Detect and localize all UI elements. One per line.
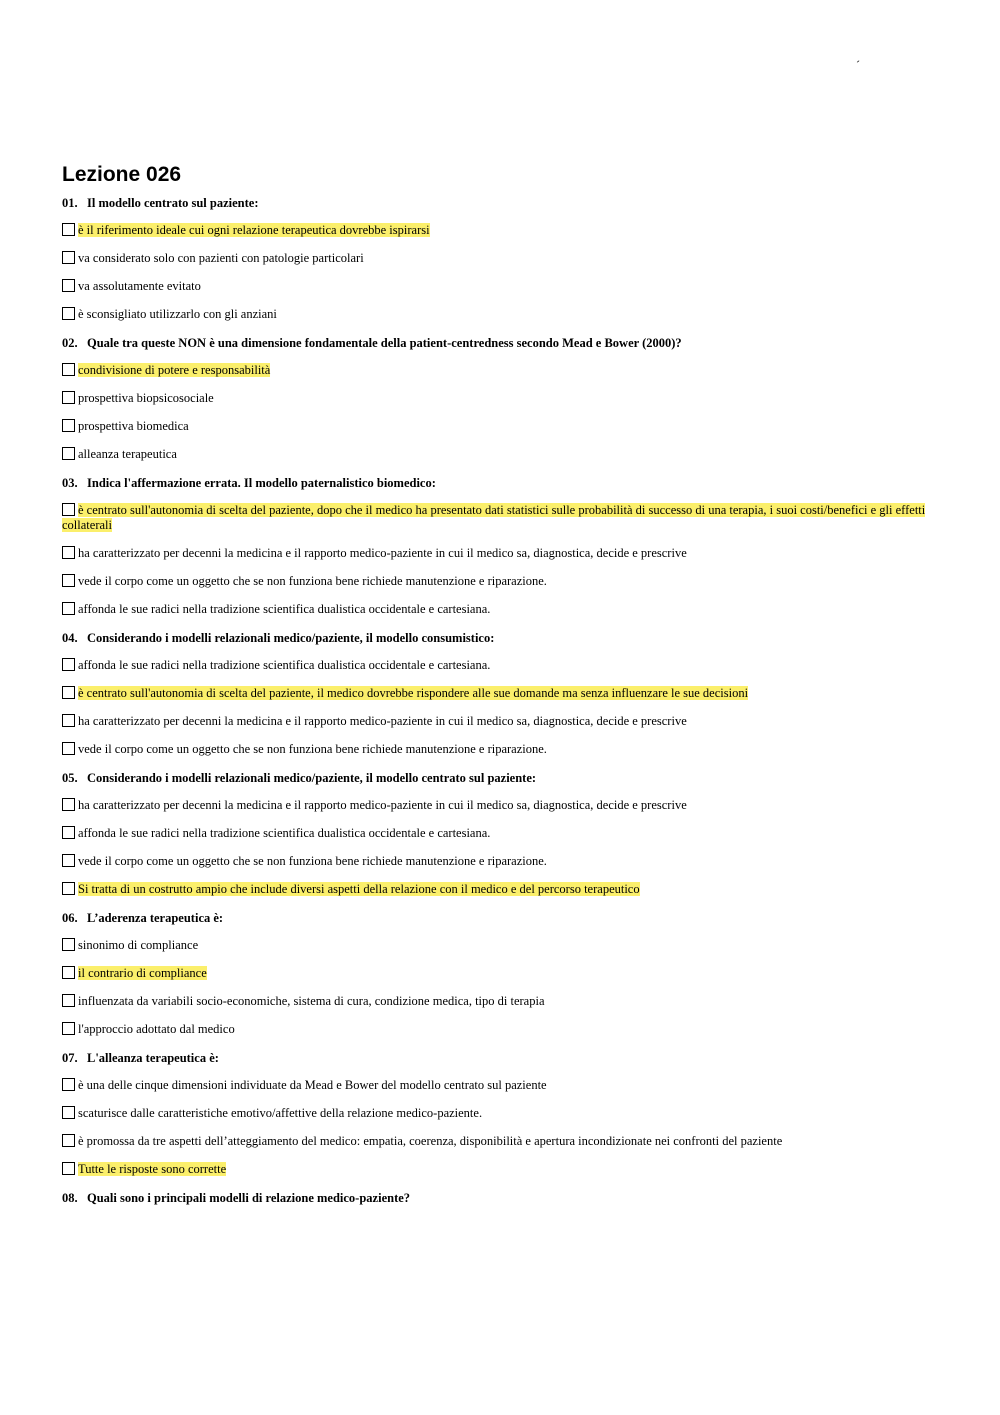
question-heading [62, 631, 934, 646]
answer-text: Tutte le risposte sono corrette [78, 1162, 227, 1176]
checkbox-icon[interactable] [62, 826, 75, 839]
answer-option[interactable] [62, 546, 934, 561]
question-text: Indica l'affermazione errata. Il modello paternalistico biomedico: [87, 476, 436, 490]
answer-option[interactable] [62, 882, 934, 897]
answer-text: vede il corpo come un oggetto che se non funziona bene richiede manutenzione e riparazione. [78, 742, 547, 756]
answer-text: prospettiva biomedica [78, 419, 189, 433]
question-heading [62, 196, 934, 211]
question-1 [62, 196, 934, 322]
answer-text: è il riferimento ideale cui ogni relazione terapeutica dovrebbe ispirarsi [78, 223, 430, 237]
question-8 [62, 1191, 934, 1206]
question-3 [62, 476, 934, 617]
answer-option[interactable] [62, 966, 934, 981]
question-number: 05. [62, 771, 78, 785]
answer-option[interactable] [62, 686, 934, 701]
checkbox-icon[interactable] [62, 363, 75, 376]
answer-text: ha caratterizzato per decenni la medicina e il rapporto medico-paziente in cui il medico sa, diagnostica, decide e prescrive [78, 546, 687, 560]
checkbox-icon[interactable] [62, 223, 75, 236]
checkbox-icon[interactable] [62, 854, 75, 867]
answer-option[interactable] [62, 1022, 934, 1037]
answer-option[interactable] [62, 574, 934, 589]
answer-option[interactable] [62, 742, 934, 757]
checkbox-icon[interactable] [62, 391, 75, 404]
checkbox-icon[interactable] [62, 1106, 75, 1119]
answer-text: affonda le sue radici nella tradizione scientifica dualistica occidentale e cartesiana. [78, 602, 491, 616]
quiz-page [62, 162, 934, 1220]
answer-text: il contrario di compliance [78, 966, 207, 980]
checkbox-icon[interactable] [62, 602, 75, 615]
answer-text: ha caratterizzato per decenni la medicina e il rapporto medico-paziente in cui il medico sa, diagnostica, decide e prescrive [78, 714, 687, 728]
answer-text: sinonimo di compliance [78, 938, 199, 952]
question-text: L’aderenza terapeutica è: [87, 911, 224, 925]
answer-text: scaturisce dalle caratteristiche emotivo/affettive della relazione medico-paziente. [78, 1106, 483, 1120]
answer-text: prospettiva biopsicosociale [78, 391, 214, 405]
corner-mark: ´ [856, 58, 860, 72]
answer-text: vede il corpo come un oggetto che se non funziona bene richiede manutenzione e riparazione. [78, 854, 547, 868]
question-number: 08. [62, 1191, 78, 1205]
question-number: 06. [62, 911, 78, 925]
answer-option[interactable] [62, 1106, 934, 1121]
answer-option[interactable] [62, 1134, 934, 1149]
checkbox-icon[interactable] [62, 1078, 75, 1091]
checkbox-icon[interactable] [62, 994, 75, 1007]
answer-text: è promossa da tre aspetti dell’atteggiamento del medico: empatia, coerenza, disponibilità e apertura incondizionate nei confronti del paziente [78, 1134, 783, 1148]
checkbox-icon[interactable] [62, 419, 75, 432]
checkbox-icon[interactable] [62, 798, 75, 811]
answer-option[interactable] [62, 503, 934, 533]
question-text: Quale tra queste NON è una dimensione fondamentale della patient-centredness secondo Mead e Bower (2000)? [87, 336, 682, 350]
question-heading [62, 911, 934, 926]
answer-text: vede il corpo come un oggetto che se non funziona bene richiede manutenzione e riparazione. [78, 574, 547, 588]
answer-option[interactable] [62, 363, 934, 378]
checkbox-icon[interactable] [62, 251, 75, 264]
answer-text: va considerato solo con pazienti con patologie particolari [78, 251, 364, 265]
question-heading [62, 771, 934, 786]
checkbox-icon[interactable] [62, 938, 75, 951]
answer-option[interactable] [62, 938, 934, 953]
answer-text: è centrato sull'autonomia di scelta del paziente, il medico dovrebbe rispondere alle sue domande ma senza influenzare le sue decisioni [78, 686, 749, 700]
answer-text: affonda le sue radici nella tradizione scientifica dualistica occidentale e cartesiana. [78, 658, 491, 672]
question-4 [62, 631, 934, 757]
checkbox-icon[interactable] [62, 1162, 75, 1175]
question-5 [62, 771, 934, 897]
question-number: 03. [62, 476, 78, 490]
answer-text: va assolutamente evitato [78, 279, 201, 293]
answer-option[interactable] [62, 602, 934, 617]
question-text: Considerando i modelli relazionali medico/paziente, il modello consumistico: [87, 631, 495, 645]
answer-text: affonda le sue radici nella tradizione scientifica dualistica occidentale e cartesiana. [78, 826, 491, 840]
answer-option[interactable] [62, 307, 934, 322]
question-6 [62, 911, 934, 1037]
answer-text: alleanza terapeutica [78, 447, 177, 461]
answer-option[interactable] [62, 798, 934, 813]
checkbox-icon[interactable] [62, 1022, 75, 1035]
answer-text: è una delle cinque dimensioni individuate da Mead e Bower del modello centrato sul paziente [78, 1078, 547, 1092]
question-heading [62, 476, 934, 491]
question-2 [62, 336, 934, 462]
checkbox-icon[interactable] [62, 447, 75, 460]
answer-option[interactable] [62, 1078, 934, 1093]
question-list [62, 196, 934, 1206]
question-number: 02. [62, 336, 78, 350]
question-number: 07. [62, 1051, 78, 1065]
answer-option[interactable] [62, 251, 934, 266]
answer-text: ha caratterizzato per decenni la medicina e il rapporto medico-paziente in cui il medico sa, diagnostica, decide e prescrive [78, 798, 687, 812]
checkbox-icon[interactable] [62, 658, 75, 671]
checkbox-icon[interactable] [62, 1134, 75, 1147]
question-7 [62, 1051, 934, 1177]
answer-text: è sconsigliato utilizzarlo con gli anziani [78, 307, 277, 321]
lesson-title: Lezione 026 [62, 163, 182, 186]
question-text: Considerando i modelli relazionali medico/paziente, il modello centrato sul paziente: [87, 771, 537, 785]
answer-option[interactable] [62, 447, 934, 462]
answer-option[interactable] [62, 419, 934, 434]
checkbox-icon[interactable] [62, 686, 75, 699]
checkbox-icon[interactable] [62, 714, 75, 727]
question-text: Il modello centrato sul paziente: [87, 196, 259, 210]
checkbox-icon[interactable] [62, 574, 75, 587]
checkbox-icon[interactable] [62, 546, 75, 559]
question-text: L'alleanza terapeutica è: [87, 1051, 219, 1065]
question-number: 01. [62, 196, 78, 210]
answer-option[interactable] [62, 223, 934, 238]
answer-option[interactable] [62, 391, 934, 406]
question-heading [62, 336, 934, 351]
question-heading [62, 1191, 934, 1206]
checkbox-icon[interactable] [62, 307, 75, 320]
checkbox-icon[interactable] [62, 966, 75, 979]
answer-text: l'approccio adottato dal medico [78, 1022, 235, 1036]
answer-option[interactable] [62, 826, 934, 841]
answer-option[interactable] [62, 994, 934, 1009]
answer-option[interactable] [62, 854, 934, 869]
checkbox-icon[interactable] [62, 882, 75, 895]
checkbox-icon[interactable] [62, 742, 75, 755]
answer-text: condivisione di potere e responsabilità [78, 363, 271, 377]
question-heading [62, 1051, 934, 1066]
checkbox-icon[interactable] [62, 279, 75, 292]
answer-option[interactable] [62, 1162, 934, 1177]
answer-text: è centrato sull'autonomia di scelta del paziente, dopo che il medico ha presentato dati statistici sulle probabilità di successo di una terapia, i suoi costi/benefici e gli effetti collaterali [62, 503, 926, 532]
question-number: 04. [62, 631, 78, 645]
question-text: Quali sono i principali modelli di relazione medico-paziente? [87, 1191, 411, 1205]
answer-option[interactable] [62, 658, 934, 673]
answer-option[interactable] [62, 279, 934, 294]
answer-text: influenzata da variabili socio-economiche, sistema di cura, condizione medica, tipo di terapia [78, 994, 545, 1008]
answer-option[interactable] [62, 714, 934, 729]
checkbox-icon[interactable] [62, 503, 75, 516]
answer-text: Si tratta di un costrutto ampio che include diversi aspetti della relazione con il medico e del percorso terapeutico [78, 882, 640, 896]
